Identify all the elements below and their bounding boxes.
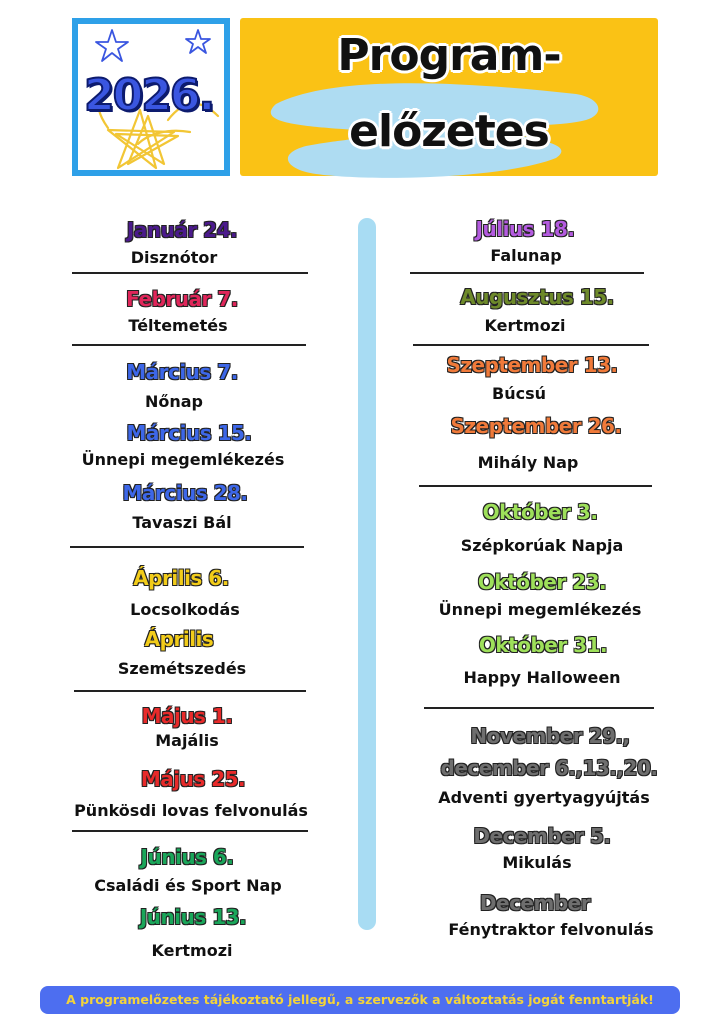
page-title-line1: Program- (337, 30, 561, 81)
event-name-nonap: Nőnap (144, 392, 204, 411)
event-date-august: Augusztus 15. (460, 285, 614, 309)
event-date-october-3: Október 3. (482, 500, 598, 524)
event-name-csaladi-es-sport-nap: Családi és Sport Nap (94, 876, 282, 895)
event-date-march-7: Március 7. (126, 360, 238, 384)
event-date-january: Január 24. (126, 218, 238, 242)
event-date-july: Július 18. (475, 217, 575, 241)
event-date-september-26: Szeptember 26. (450, 414, 622, 438)
event-date-april: Április (144, 627, 214, 651)
event-name-punkosdi-lovas-felvonulas: Pünkösdi lovas felvonulás (74, 801, 308, 820)
disclaimer-banner: A programelőzetes tájékoztató jellegű, a szervezők a változtatás jogát fenntartják! (40, 986, 680, 1014)
event-name-locsolkodas: Locsolkodás (130, 600, 240, 619)
event-date-november-29: November 29., (470, 724, 630, 748)
divider (72, 830, 308, 832)
event-date-october-31: Október 31. (478, 633, 608, 657)
event-name-disznotor: Disznótor (130, 248, 218, 267)
event-name-szepkoruak-napja: Szépkorúak Napja (460, 536, 624, 555)
event-name-bucsu: Búcsú (492, 384, 546, 403)
event-date-june-13: Június 13. (139, 905, 247, 929)
event-date-september-13: Szeptember 13. (446, 353, 618, 377)
event-name-falunap: Falunap (490, 246, 562, 265)
event-date-december: December (479, 891, 591, 915)
event-date-june-6: Június 6. (140, 845, 234, 869)
event-date-march-28: Március 28. (122, 481, 248, 505)
year-label: 2026. (84, 70, 214, 121)
event-name-majalis: Majális (155, 731, 219, 750)
event-date-may-25: Május 25. (140, 767, 246, 791)
divider (72, 344, 306, 346)
divider (424, 707, 654, 709)
event-name-teltemetes: Téltemetés (128, 316, 228, 335)
page-title-line2: előzetes (349, 106, 549, 157)
event-date-december-5: December 5. (473, 824, 611, 848)
event-name-unnepi-megemlekezes: Ünnepi megemlékezés (81, 450, 285, 469)
event-name-szemetszedes: Szemétszedés (117, 659, 247, 678)
divider (419, 485, 652, 487)
event-name-adventi-gyertyagyujtas: Adventi gyertyagyújtás (438, 788, 650, 807)
year-badge (72, 18, 230, 176)
event-date-march-15: Március 15. (126, 421, 252, 445)
event-date-october-23: Október 23. (477, 570, 607, 594)
event-date-april-6: Április 6. (133, 566, 229, 590)
event-name-happy-halloween: Happy Halloween (463, 668, 621, 687)
divider (70, 546, 304, 548)
event-date-february: Február 7. (126, 287, 238, 311)
event-name-kertmozi: Kertmozi (151, 941, 233, 960)
event-name-fenytraktor-felvonulas: Fénytraktor felvonulás (448, 920, 654, 939)
divider (74, 690, 306, 692)
timeline-bar (358, 218, 376, 930)
divider (72, 272, 308, 274)
event-name-unnepi-megemlekezes-october: Ünnepi megemlékezés (438, 600, 642, 619)
event-date-december-6-13-20: december 6.,13.,20. (440, 756, 658, 780)
event-name-kertmozi-august: Kertmozi (484, 316, 566, 335)
event-name-tavaszi-bal: Tavaszi Bál (132, 513, 232, 532)
event-name-mikulas: Mikulás (502, 853, 572, 872)
divider (410, 272, 644, 274)
event-name-mihaly-nap: Mihály Nap (477, 453, 579, 472)
divider (413, 344, 649, 346)
event-date-may-1: Május 1. (141, 704, 233, 728)
